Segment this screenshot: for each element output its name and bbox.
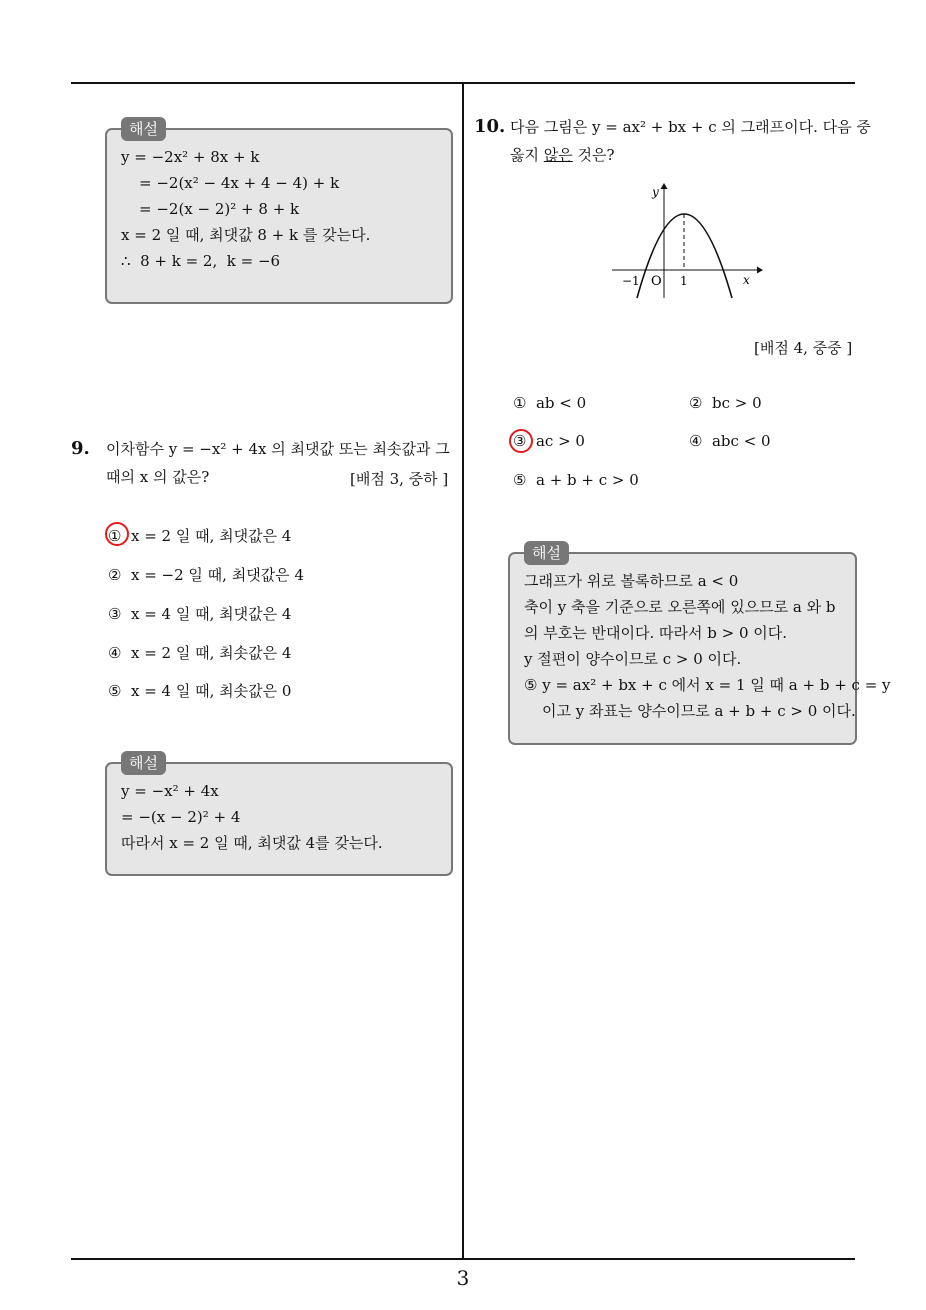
question-10-text-line2 bbox=[510, 142, 615, 168]
solution-line: 따라서 x = 2 일 때, 최댓값 4를 갖는다. bbox=[121, 834, 383, 852]
y-axis-label: y bbox=[652, 185, 659, 199]
tick-label-neg: −1 bbox=[622, 274, 640, 288]
q9-choice-3[interactable]: ③ x = 4 일 때, 최댓값은 4 bbox=[108, 605, 292, 623]
solution-label: 해설 bbox=[121, 751, 166, 775]
question-9-text-line1: 이차함수 y = −x² + 4x 의 최댓값 또는 최솟값과 그 bbox=[106, 440, 450, 458]
q10-choice-2[interactable]: ② bc > 0 bbox=[689, 394, 762, 412]
bottom-rule bbox=[71, 1258, 855, 1260]
question-10-text-line1: 다음 그림은 y = ax² + bx + c 의 그래프이다. 다음 중 bbox=[510, 118, 871, 136]
q10-text-prefix: 옳지 bbox=[510, 146, 544, 164]
solution-line: y = −x² + 4x bbox=[121, 782, 219, 800]
page-number: 3 bbox=[456, 1266, 470, 1290]
solution-line: y = −2x² + 8x + k bbox=[121, 148, 260, 166]
solution-line: = −(x − 2)² + 4 bbox=[121, 808, 241, 826]
q10-choice-5[interactable]: ⑤ a + b + c > 0 bbox=[513, 471, 639, 489]
q10-choice-4[interactable]: ④ abc < 0 bbox=[689, 432, 771, 450]
solution-label: 해설 bbox=[524, 541, 569, 565]
solution-line: ∴ 8 + k = 2, k = −6 bbox=[121, 252, 281, 270]
x-axis-label: x bbox=[743, 273, 750, 287]
question-10-number: 10. bbox=[474, 116, 506, 137]
question-9-number: 9. bbox=[71, 438, 90, 459]
answer-mark-circle bbox=[105, 522, 129, 546]
q10-text-suffix: 것은? bbox=[572, 146, 615, 164]
solution-line: y 절편이 양수이므로 c > 0 이다. bbox=[524, 650, 742, 668]
question-9-meta: [배점 3, 중하 ] bbox=[350, 470, 449, 488]
parabola-graph bbox=[610, 180, 770, 300]
q10-choice-3[interactable]: ③ ac > 0 bbox=[513, 432, 585, 450]
question-9-text-line2: 때의 x 의 값은? bbox=[106, 468, 210, 486]
q10-solution-box bbox=[508, 544, 891, 745]
solution-line: 의 부호는 반대이다. 따라서 b > 0 이다. bbox=[524, 624, 787, 642]
answer-mark-circle bbox=[509, 429, 533, 453]
solution-line: 이고 y 좌표는 양수이므로 a + b + c > 0 이다. bbox=[542, 702, 856, 720]
q9-choice-4[interactable]: ④ x = 2 일 때, 최솟값은 4 bbox=[108, 644, 292, 662]
q9-choice-1[interactable]: ① x = 2 일 때, 최댓값은 4 bbox=[108, 527, 292, 545]
q10-text-emphasis: 않은 bbox=[543, 146, 573, 164]
column-divider bbox=[462, 83, 464, 1259]
question-10-meta: [배점 4, 중중 ] bbox=[754, 339, 853, 357]
tick-label-pos: 1 bbox=[680, 274, 688, 288]
q8-solution-box bbox=[105, 120, 453, 304]
q9-choice-5[interactable]: ⑤ x = 4 일 때, 최솟값은 0 bbox=[108, 682, 292, 700]
solution-line: 축이 y 축을 기준으로 오른쪽에 있으므로 a 와 b bbox=[524, 598, 836, 616]
origin-label: O bbox=[651, 274, 662, 289]
solution-line: = −2(x² − 4x + 4 − 4) + k bbox=[139, 174, 340, 192]
solution-line: x = 2 일 때, 최댓값 8 + k 를 갖는다. bbox=[121, 226, 371, 244]
q10-choice-1[interactable]: ① ab < 0 bbox=[513, 394, 587, 412]
q9-solution-box bbox=[105, 754, 453, 876]
solution-line: ⑤ y = ax² + bx + c 에서 x = 1 일 때 a + b + c = y bbox=[524, 676, 891, 694]
q9-choice-2[interactable]: ② x = −2 일 때, 최댓값은 4 bbox=[108, 566, 304, 584]
solution-line: 그래프가 위로 볼록하므로 a < 0 bbox=[524, 572, 739, 590]
solution-label: 해설 bbox=[121, 117, 166, 141]
solution-line: = −2(x − 2)² + 8 + k bbox=[139, 200, 300, 218]
